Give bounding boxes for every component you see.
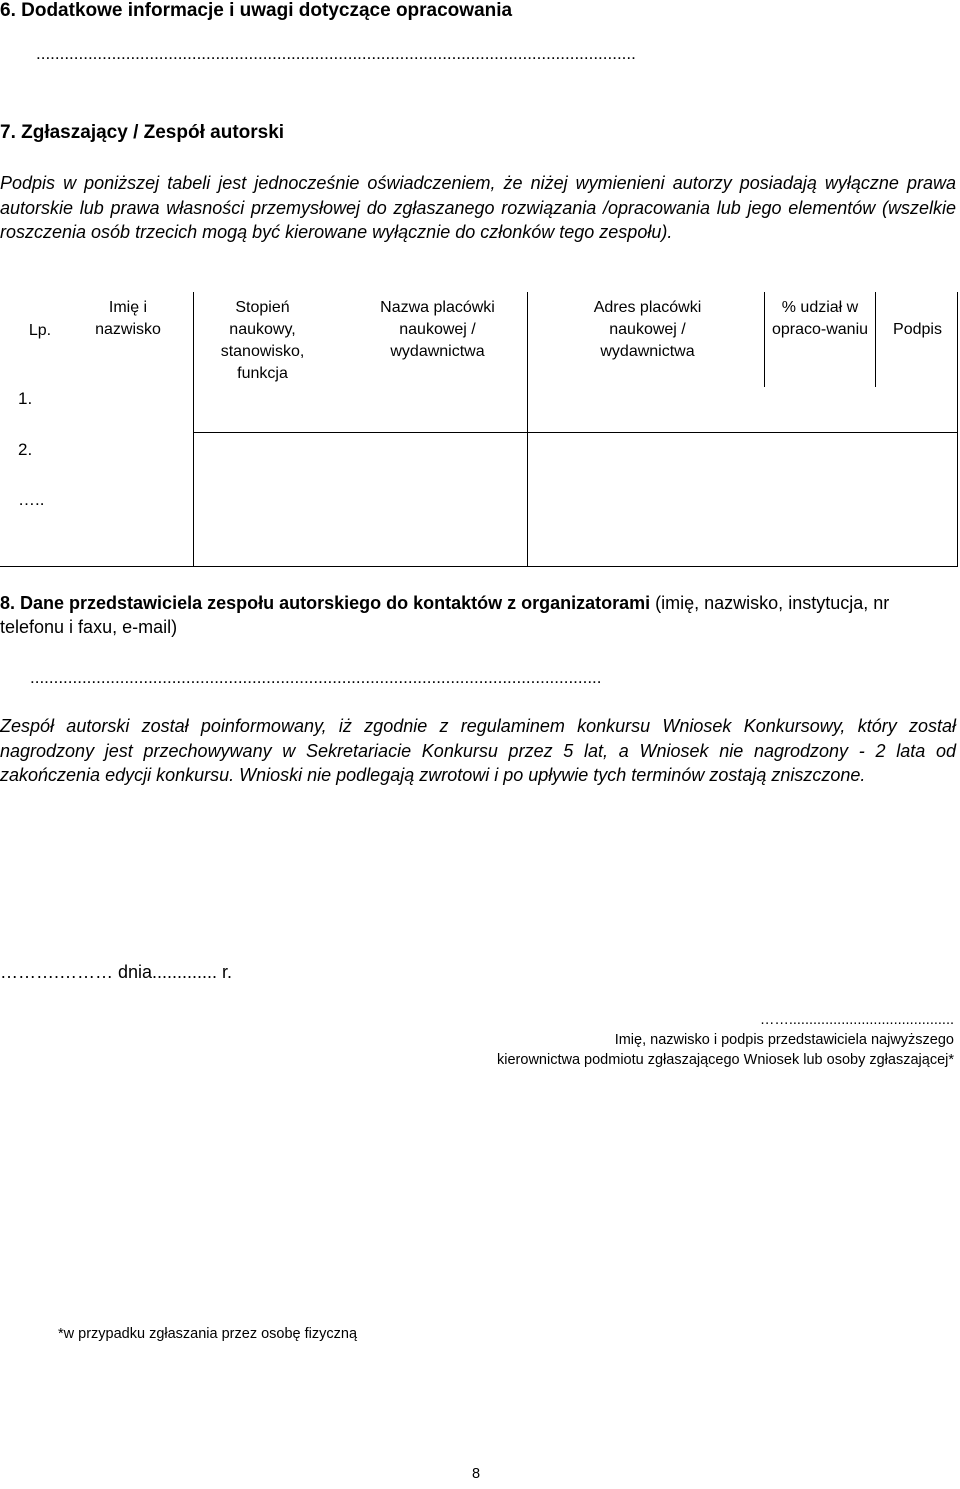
header-institution: Nazwa placówki naukowej / wydawnictwa (380, 299, 495, 360)
section-7-heading: 7. Zgłaszający / Zespół autorski (0, 122, 285, 143)
signature-caption-2: kierownictwa podmiotu zgłaszającego Wniosek lub osoby zgłaszającej* (497, 1052, 954, 1068)
section-7-paragraph: Podpis w poniższej tabeli jest jednocześnie oświadczeniem, że niżej wymienieni autorzy posiadają wyłączne prawa autorskie lub prawa własności przemysłowej do zgłaszanego rozwiązania /opracowania lub jego elementów (wszelkie roszczenia osób trzecich mogą być kierowane wyłącznie do członków tego zespołu). (0, 173, 956, 242)
header-degree: Stopień naukowy, stanowisko, funkcja (220, 299, 305, 382)
header-lp: Lp. (28, 322, 52, 339)
signature-dots: ……......................................... (759, 1012, 954, 1028)
row-1-label: 1. (18, 389, 33, 408)
section-8-dots: ......................................................................................................................... (30, 668, 602, 687)
row-2-label: 2. (18, 440, 33, 459)
section-8-heading-rest: (imię, nazwisko, instytucja, nr telefonu i faxu, e-mail) (0, 593, 890, 637)
section-6-heading: 6. Dodatkowe informacje i uwagi dotyczące opracowania (0, 0, 513, 21)
section-8-notice: Zespół autorski został poinformowany, iż zgodnie z regulaminem konkursu Wniosek Konkursowy, który został nagrodzony jest przechowywany w Sekretariacie Konkursu przez 5 lat, a Wniosek nie nagrodzony - 2 lata od zakończenia edycji konkursu. Wnioski nie podlegają zwrotowi i po upływie tych terminów zostają zniszczone. (0, 716, 956, 785)
page-number: 8 (472, 1466, 481, 1482)
signature-caption-1: Imię, nazwisko i podpis przedstawiciela najwyższego (614, 1032, 954, 1048)
place-date-line: ……….……… dnia............. r. (0, 962, 233, 982)
authors-table (0, 292, 960, 567)
header-signature: Podpis (893, 321, 942, 338)
header-name: Imię i nazwisko (95, 299, 161, 338)
row-3-label: ….. (18, 490, 45, 509)
header-share: % udział w opraco-waniu (771, 299, 869, 338)
footnote: *w przypadku zgłaszania przez osobę fizyczną (58, 1326, 358, 1342)
section-6-dots: ............................................................................................................................... (36, 44, 636, 63)
section-8-heading (0, 591, 956, 639)
section-8-heading-bold: 8. Dane przedstawiciela zespołu autorskiego do kontaktów z organizatorami (0, 593, 651, 613)
header-address: Adres placówki naukowej / wydawnictwa (593, 299, 702, 360)
